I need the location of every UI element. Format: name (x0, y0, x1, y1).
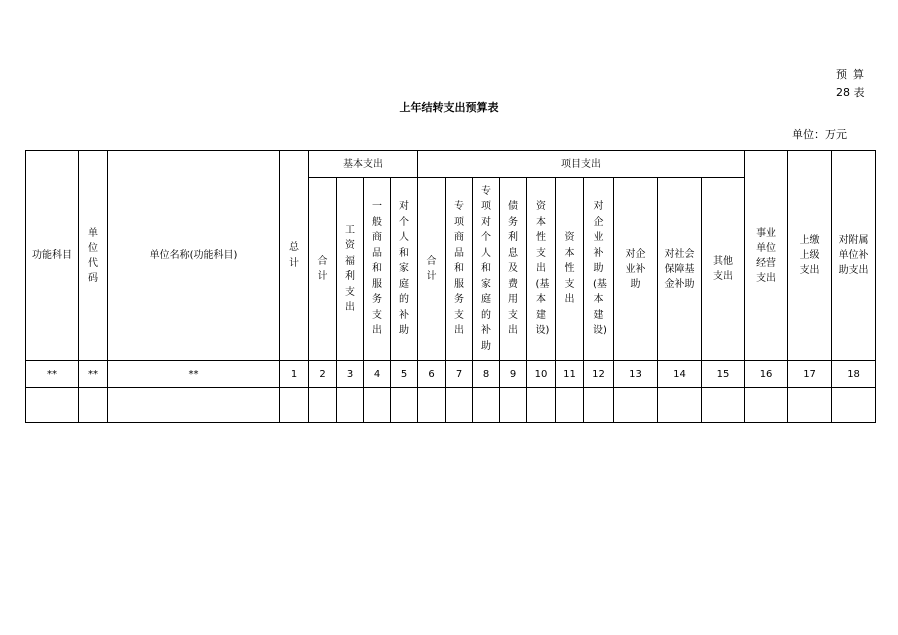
empty-cell (26, 388, 79, 423)
budget-table (25, 150, 876, 423)
number-cell: 8 (473, 361, 500, 388)
header-project-goods-services: 专项商品和服务支出 (446, 178, 473, 361)
header-project-other: 其他支出 (702, 178, 745, 361)
number-cell: 17 (788, 361, 832, 388)
number-cell: 9 (500, 361, 527, 388)
header-basic-wages: 工资福利支出 (337, 178, 364, 361)
number-cell: 11 (556, 361, 584, 388)
empty-cell (788, 388, 832, 423)
empty-cell (79, 388, 108, 423)
document-title: 上年结转支出预算表 (399, 101, 499, 114)
empty-cell (473, 388, 500, 423)
number-cell: ** (79, 361, 108, 388)
number-cell: 15 (702, 361, 745, 388)
header-basic-goods-services: 一般商品和服务支出 (364, 178, 391, 361)
header-unit-name: 单位名称(功能科目) (108, 151, 280, 361)
header-project-capital-basic: 资本性支出(基本建设) (527, 178, 556, 361)
empty-cell (309, 388, 337, 423)
number-cell: 7 (446, 361, 473, 388)
header-project-subtotal: 合计 (418, 178, 446, 361)
header-func-subject: 功能科目 (26, 151, 79, 361)
header-group-project: 项目支出 (418, 151, 745, 178)
empty-cell (832, 388, 876, 423)
number-cell: 5 (391, 361, 418, 388)
header-business: 事业单位经营支出 (745, 151, 788, 361)
form-code-line2: 28 表 (836, 86, 865, 99)
empty-data-row (26, 388, 876, 423)
empty-cell (391, 388, 418, 423)
header-group-basic: 基本支出 (309, 151, 418, 178)
empty-cell (446, 388, 473, 423)
empty-cell (337, 388, 364, 423)
empty-cell (556, 388, 584, 423)
number-cell: 2 (309, 361, 337, 388)
empty-cell (702, 388, 745, 423)
number-cell: 16 (745, 361, 788, 388)
number-cell: 18 (832, 361, 876, 388)
empty-cell (614, 388, 658, 423)
header-project-enterprise: 对企业补助 (614, 178, 658, 361)
number-cell: 12 (584, 361, 614, 388)
header-upper: 上缴上级支出 (788, 151, 832, 361)
number-cell: 14 (658, 361, 702, 388)
number-cell: 13 (614, 361, 658, 388)
header-affiliated: 对附属单位补助支出 (832, 151, 876, 361)
empty-cell (108, 388, 280, 423)
empty-cell (280, 388, 309, 423)
header-basic-subtotal: 合计 (309, 178, 337, 361)
empty-cell (364, 388, 391, 423)
empty-cell (658, 388, 702, 423)
number-cell: 6 (418, 361, 446, 388)
number-cell: 4 (364, 361, 391, 388)
header-project-debt-interest: 债务利息及费用支出 (500, 178, 527, 361)
header-project-social-security: 对社会保障基金补助 (658, 178, 702, 361)
number-cell: ** (26, 361, 79, 388)
form-code-line1: 预算 (836, 68, 870, 81)
header-project-enterprise-basic: 对企业补助(基本建设) (584, 178, 614, 361)
header-total: 总计 (280, 151, 309, 361)
empty-cell (584, 388, 614, 423)
empty-cell (745, 388, 788, 423)
header-basic-individual-subsidy: 对个人和家庭的补助 (391, 178, 418, 361)
header-project-capital: 资本性支出 (556, 178, 584, 361)
number-cell: ** (108, 361, 280, 388)
empty-cell (418, 388, 446, 423)
empty-cell (500, 388, 527, 423)
number-cell: 3 (337, 361, 364, 388)
number-cell: 10 (527, 361, 556, 388)
header-project-individual-subsidy: 专项对个人和家庭的补助 (473, 178, 500, 361)
empty-cell (527, 388, 556, 423)
column-number-row (26, 361, 876, 388)
number-cell: 1 (280, 361, 309, 388)
header-unit-code: 单位代码 (79, 151, 108, 361)
unit-label: 单位：万元 (792, 128, 847, 141)
